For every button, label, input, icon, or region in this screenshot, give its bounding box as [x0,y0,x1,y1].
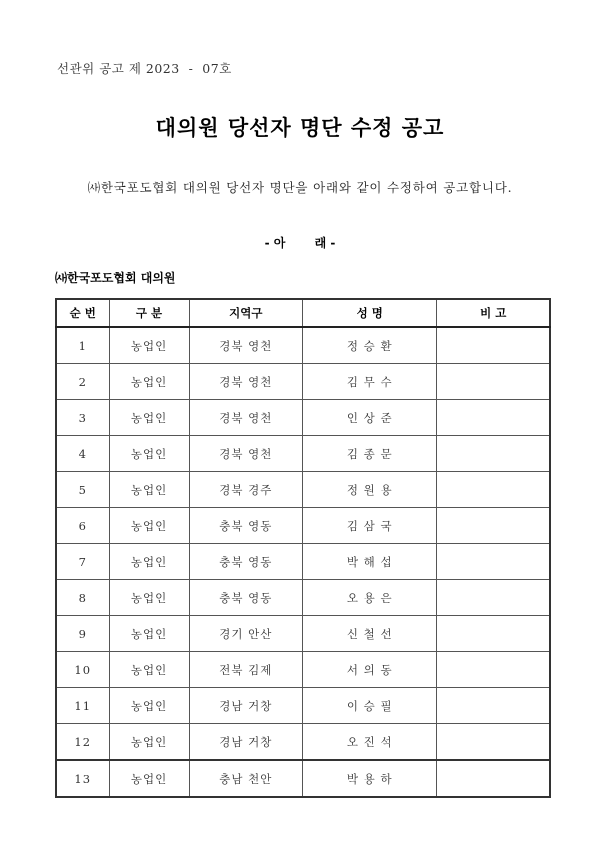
row-name: 인 상 준 [303,400,437,436]
row-note [437,760,550,797]
row-region: 전북 김제 [189,652,303,688]
row-category: 농업인 [109,327,189,364]
table-row [56,400,550,436]
table-row [56,724,550,761]
row-note [437,436,550,472]
row-category: 농업인 [109,436,189,472]
row-category: 농업인 [109,544,189,580]
row-region: 경북 영천 [189,364,303,400]
header-note: 비 고 [437,299,550,327]
header-number: 순 번 [56,299,109,327]
row-number: 13 [56,760,109,797]
header-category: 구 분 [109,299,189,327]
row-note [437,327,550,364]
row-note [437,616,550,652]
row-note [437,724,550,761]
row-name: 정 승 환 [303,327,437,364]
row-region: 경북 영천 [189,436,303,472]
row-note [437,544,550,580]
row-note [437,400,550,436]
row-name: 이 승 필 [303,688,437,724]
header-name: 성 명 [303,299,437,327]
table-header-row [56,299,550,327]
row-number: 5 [56,472,109,508]
row-number: 11 [56,688,109,724]
table-row [56,472,550,508]
row-region: 경기 안산 [189,616,303,652]
row-number: 4 [56,436,109,472]
row-name: 김 종 문 [303,436,437,472]
row-name: 오 용 은 [303,580,437,616]
row-category: 농업인 [109,364,189,400]
row-region: 충북 영동 [189,544,303,580]
row-region: 충북 영동 [189,508,303,544]
table-row [56,760,550,797]
row-name: 박 해 섭 [303,544,437,580]
table-row [56,688,550,724]
row-number: 9 [56,616,109,652]
page-title: 대의원 당선자 명단 수정 공고 [155,116,445,140]
table-row [56,364,550,400]
row-note [437,364,550,400]
row-region: 경북 경주 [189,472,303,508]
delegate-table [55,298,551,798]
row-name: 김 삼 국 [303,508,437,544]
below-heading: - 아 래 - [264,236,336,250]
row-category: 농업인 [109,472,189,508]
row-note [437,508,550,544]
table-row [56,652,550,688]
row-name: 서 의 동 [303,652,437,688]
row-name: 박 용 하 [303,760,437,797]
row-name: 신 철 선 [303,616,437,652]
table-row [56,508,550,544]
row-name: 오 진 석 [303,724,437,761]
row-category: 농업인 [109,400,189,436]
table-row [56,580,550,616]
row-region: 충남 천안 [189,760,303,797]
header-region: 지역구 [189,299,303,327]
row-number: 8 [56,580,109,616]
table-row [56,327,550,364]
row-region: 경남 거창 [189,724,303,761]
row-number: 2 [56,364,109,400]
table-row [56,436,550,472]
row-region: 경남 거창 [189,688,303,724]
table-row [56,544,550,580]
row-note [437,580,550,616]
row-number: 12 [56,724,109,761]
row-note [437,652,550,688]
row-category: 농업인 [109,616,189,652]
row-region: 충북 영동 [189,580,303,616]
row-category: 농업인 [109,580,189,616]
row-note [437,688,550,724]
row-number: 3 [56,400,109,436]
row-number: 1 [56,327,109,364]
section-label: ㈔한국포도협회 대의원 [55,271,176,285]
row-category: 농업인 [109,724,189,761]
row-category: 농업인 [109,688,189,724]
row-number: 6 [56,508,109,544]
row-name: 정 원 용 [303,472,437,508]
row-region: 경북 영천 [189,327,303,364]
intro-paragraph: ㈔한국포도협회 대의원 당선자 명단을 아래와 같이 수정하여 공고합니다. [87,180,513,195]
table-row [56,616,550,652]
row-number: 7 [56,544,109,580]
row-category: 농업인 [109,508,189,544]
row-number: 10 [56,652,109,688]
row-category: 농업인 [109,652,189,688]
row-region: 경북 영천 [189,400,303,436]
row-category: 농업인 [109,760,189,797]
row-name: 김 무 수 [303,364,437,400]
row-note [437,472,550,508]
document-number: 선관위 공고 제 2023 - 07호 [57,61,232,76]
